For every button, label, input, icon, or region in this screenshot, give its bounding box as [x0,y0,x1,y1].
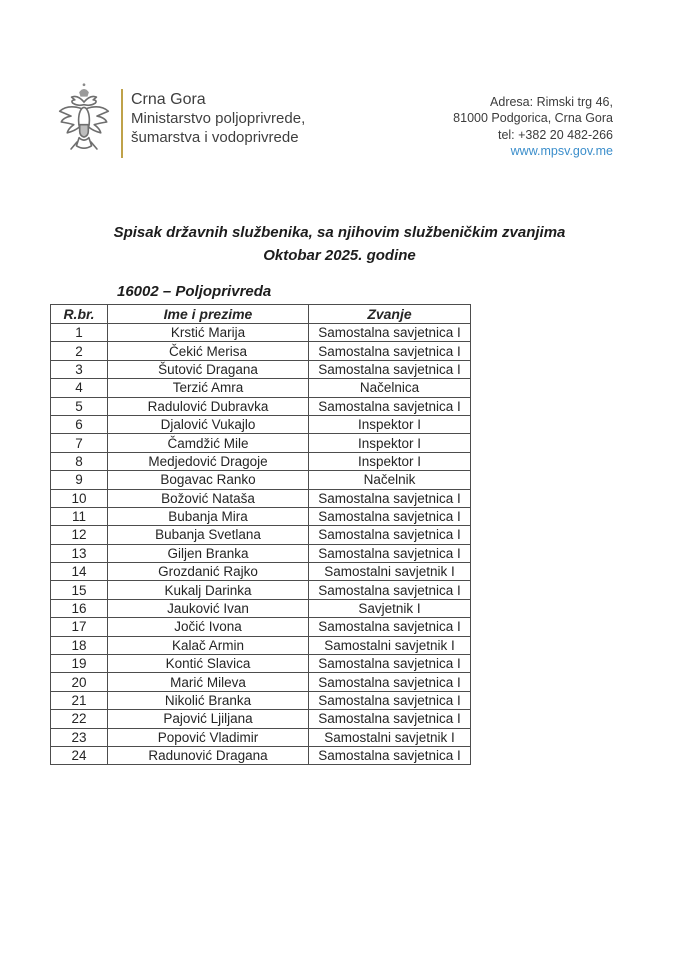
title-cell: Inspektor I [309,434,471,452]
table-row [51,342,471,360]
title-cell: Samostalna savjetnica I [309,673,471,691]
logo-divider [121,89,123,158]
row-number-cell: 9 [51,471,108,489]
document-title-line1: Spisak državnih službenika, sa njihovim službeničkim zvanjima [113,224,566,241]
name-cell: Čekić Merisa [108,342,309,360]
ministry-name-line1: Ministarstvo poljoprivrede, [131,110,306,127]
table-row [51,434,471,452]
address-line-1: Adresa: Rimski trg 46, [490,95,613,109]
row-number-cell: 20 [51,673,108,691]
name-cell: Krstić Marija [108,324,309,342]
name-cell: Marić Mileva [108,673,309,691]
table-row [51,489,471,507]
ministry-block [131,90,305,147]
title-cell: Savjetnik I [309,599,471,617]
title-cell: Samostalna savjetnica I [309,526,471,544]
name-cell: Božović Nataša [108,489,309,507]
table-row [51,655,471,673]
name-cell: Radunović Dragana [108,746,309,764]
title-cell: Samostalna savjetnica I [309,489,471,507]
name-cell: Čamdžić Mile [108,434,309,452]
table-row [51,452,471,470]
name-cell: Kukalj Darinka [108,581,309,599]
row-number-cell: 24 [51,746,108,764]
title-cell: Samostalna savjetnica I [309,655,471,673]
table-row [51,691,471,709]
name-cell: Kontić Slavica [108,655,309,673]
title-cell: Samostalni savjetnik I [309,563,471,581]
montenegro-coat-of-arms-icon [57,81,111,163]
row-number-cell: 4 [51,379,108,397]
name-cell: Bogavac Ranko [108,471,309,489]
title-cell: Samostalna savjetnica I [309,507,471,525]
row-number-cell: 13 [51,544,108,562]
title-cell: Samostalna savjetnica I [309,691,471,709]
table-row [51,544,471,562]
row-number-cell: 19 [51,655,108,673]
row-number-cell: 18 [51,636,108,654]
row-number-cell: 11 [51,507,108,525]
title-cell: Samostalna savjetnica I [309,746,471,764]
name-cell: Radulović Dubravka [108,397,309,415]
ministry-name-line2: šumarstva i vodoprivrede [131,129,299,146]
website-link[interactable]: www.mpsv.gov.me [510,143,613,158]
row-number-cell: 7 [51,434,108,452]
table-row [51,563,471,581]
table-row [51,471,471,489]
row-number-cell: 6 [51,415,108,433]
table-row [51,636,471,654]
table-header-row [51,305,471,324]
table-row [51,618,471,636]
name-cell: Pajović Ljiljana [108,710,309,728]
table-row [51,710,471,728]
name-cell: Popović Vladimir [108,728,309,746]
row-number-cell: 2 [51,342,108,360]
title-cell: Samostalna savjetnica I [309,618,471,636]
row-number-cell: 1 [51,324,108,342]
table-row [51,324,471,342]
row-number-cell: 23 [51,728,108,746]
section-heading: 16002 – Poljoprivreda [117,283,272,300]
title-cell: Inspektor I [309,415,471,433]
title-cell: Samostalni savjetnik I [309,728,471,746]
row-number-cell: 3 [51,360,108,378]
title-cell: Inspektor I [309,452,471,470]
address-line-2: 81000 Podgorica, Crna Gora [453,111,613,126]
title-cell: Načelnik [309,471,471,489]
table-row [51,599,471,617]
country-name: Crna Gora [131,91,206,108]
title-cell: Samostalna savjetnica I [309,360,471,378]
row-number-cell: 8 [51,452,108,470]
table-row [51,581,471,599]
table-row [51,379,471,397]
title-cell: Načelnica [309,379,471,397]
table-row [51,526,471,544]
name-cell: Grozdanić Rajko [108,563,309,581]
address-block [453,94,613,159]
row-number-cell: 22 [51,710,108,728]
name-cell: Jauković Ivan [108,599,309,617]
row-number-cell: 16 [51,599,108,617]
row-number-cell: 15 [51,581,108,599]
table-row [51,415,471,433]
title-cell: Samostalna savjetnica I [309,710,471,728]
row-number-cell: 10 [51,489,108,507]
name-cell: Jočić Ivona [108,618,309,636]
row-number-cell: 5 [51,397,108,415]
title-cell: Samostalni savjetnik I [309,636,471,654]
title-cell: Samostalna savjetnica I [309,581,471,599]
name-cell: Terzić Amra [108,379,309,397]
title-cell: Samostalna savjetnica I [309,397,471,415]
table-row [51,728,471,746]
document-title-line2: Oktobar 2025. godine [263,247,416,264]
address-line-3: tel: +382 20 482-266 [497,127,613,142]
row-number-cell: 14 [51,563,108,581]
row-number-cell: 17 [51,618,108,636]
name-cell: Bubanja Svetlana [108,526,309,544]
name-cell: Bubanja Mira [108,507,309,525]
column-header-rbr: R.br. [51,305,108,324]
name-cell: Giljen Branka [108,544,309,562]
table-row [51,507,471,525]
name-cell: Medjedović Dragoje [108,452,309,470]
column-header-zvanje: Zvanje [309,305,471,324]
name-cell: Kalač Armin [108,636,309,654]
table-row [51,746,471,764]
title-cell: Samostalna savjetnica I [309,544,471,562]
row-number-cell: 21 [51,691,108,709]
table-row [51,673,471,691]
table-row [51,360,471,378]
row-number-cell: 12 [51,526,108,544]
title-cell: Samostalna savjetnica I [309,324,471,342]
column-header-name: Ime i prezime [108,305,309,324]
name-cell: Djalović Vukajlo [108,415,309,433]
title-cell: Samostalna savjetnica I [309,342,471,360]
table-row [51,397,471,415]
document-title [0,221,679,267]
name-cell: Nikolić Branka [108,691,309,709]
employees-table [50,304,471,765]
name-cell: Šutović Dragana [108,360,309,378]
